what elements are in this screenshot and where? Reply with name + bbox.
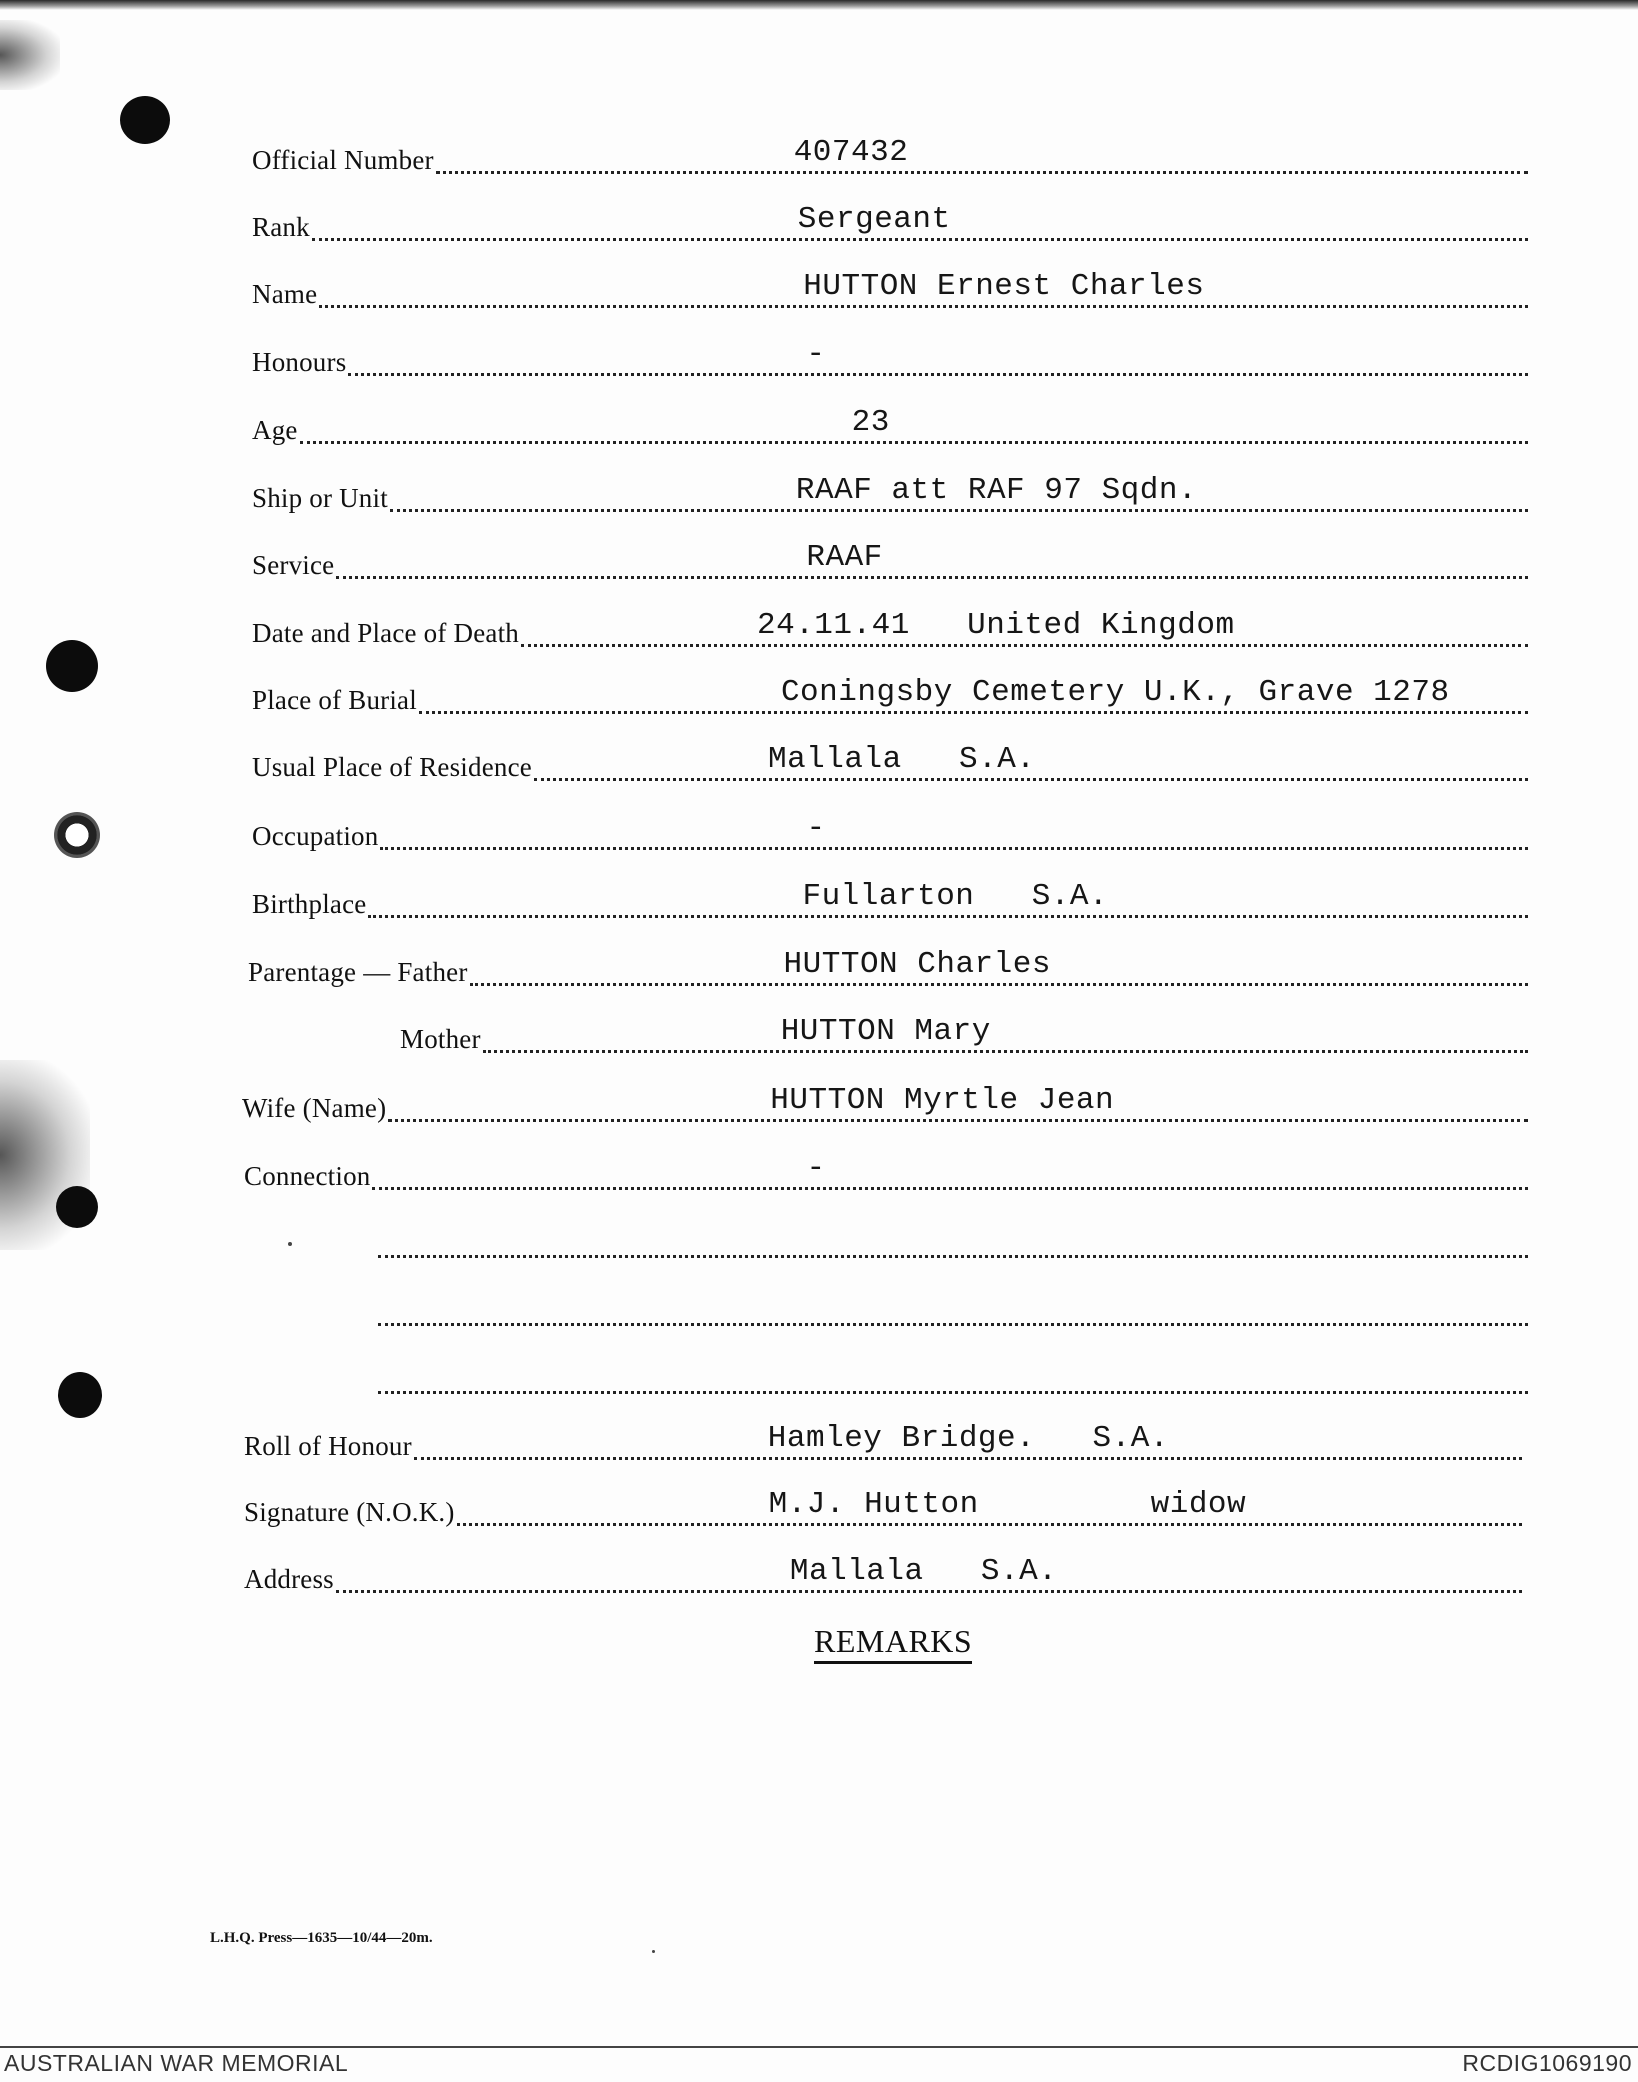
field-value: HUTTON Myrtle Jean (770, 1083, 1115, 1118)
field-signature-nok (244, 1487, 1522, 1530)
dotted-line (317, 269, 1528, 312)
dotted-line (455, 1487, 1522, 1530)
field-value: - (806, 1151, 826, 1186)
field-label: Rank (252, 212, 310, 242)
scan-top-edge (0, 0, 1638, 10)
dotted-line (532, 742, 1528, 785)
dotted-line (412, 1421, 1522, 1464)
field-occupation (252, 811, 1528, 854)
field-label: Place of Burial (252, 685, 417, 715)
punch-hole (54, 812, 100, 858)
field-official-number (252, 135, 1528, 178)
field-age (252, 405, 1528, 448)
dotted-line (388, 473, 1528, 516)
field-label: Address (244, 1564, 334, 1594)
scan-smudge (0, 20, 60, 90)
punch-hole (46, 640, 98, 692)
dotted-line (376, 1358, 1528, 1398)
field-value: 407432 (793, 135, 909, 170)
blank-line (376, 1222, 1528, 1262)
dotted-line (334, 540, 1528, 583)
field-value: RAAF (806, 540, 883, 575)
dotted-line (378, 811, 1528, 854)
dotted-line (417, 675, 1528, 718)
dotted-line (310, 202, 1528, 245)
blank-line (376, 1290, 1528, 1330)
blank-line (376, 1358, 1528, 1398)
dotted-line (519, 608, 1528, 651)
field-honours (252, 337, 1528, 380)
field-label: Age (252, 415, 298, 445)
field-value: RAAF att RAF 97 Sqdn. (795, 473, 1198, 508)
field-value: - (806, 337, 826, 372)
field-label: Signature (N.O.K.) (244, 1497, 455, 1527)
field-label: Wife (Name) (242, 1093, 387, 1123)
field-value: - (806, 811, 826, 846)
footer-institution: AUSTRALIAN WAR MEMORIAL (4, 2050, 349, 2076)
printer-imprint: L.H.Q. Press—1635—10/44—20m. (210, 1930, 433, 1946)
field-ship-or-unit (252, 473, 1528, 516)
dotted-line (334, 1554, 1522, 1597)
field-parentage-father (248, 947, 1528, 990)
field-label: Mother (400, 1024, 481, 1054)
field-label: Name (252, 279, 318, 309)
dotted-line (376, 1290, 1528, 1330)
speck (652, 1950, 655, 1953)
field-date-place-of-death (252, 608, 1528, 651)
field-label: Occupation (252, 821, 379, 851)
dotted-line (298, 405, 1528, 448)
dotted-line (346, 337, 1528, 380)
field-value: 24.11.41 United Kingdom (756, 608, 1235, 643)
field-value: Mallala S.A. (767, 742, 1036, 777)
dotted-line (468, 947, 1528, 990)
field-value: HUTTON Mary (780, 1014, 991, 1049)
punch-hole (56, 1186, 98, 1228)
dotted-line (386, 1083, 1528, 1126)
field-value: Sergeant (797, 202, 951, 237)
dotted-line (434, 135, 1528, 178)
punch-hole (58, 1372, 102, 1418)
remarks-heading: REMARKS (814, 1623, 972, 1664)
field-label: Service (252, 550, 335, 580)
dotted-line (481, 1014, 1528, 1057)
field-address (244, 1554, 1522, 1597)
field-parentage-mother (400, 1014, 1528, 1057)
field-label: Roll of Honour (244, 1431, 412, 1461)
field-birthplace (252, 879, 1528, 922)
field-value: HUTTON Charles (783, 947, 1051, 982)
field-value: M.J. Hutton widow (768, 1487, 1247, 1522)
field-value: Hamley Bridge. S.A. (767, 1421, 1169, 1456)
field-wife-name (242, 1083, 1528, 1126)
dotted-line (366, 879, 1528, 922)
speck (288, 1242, 292, 1246)
field-label: Birthplace (252, 889, 367, 919)
field-rank (252, 202, 1528, 245)
field-label: Official Number (252, 145, 434, 175)
field-value: Coningsby Cemetery U.K., Grave 1278 (780, 675, 1450, 710)
field-label: Connection (244, 1161, 371, 1191)
field-place-of-burial (252, 675, 1528, 718)
dotted-line (370, 1151, 1528, 1194)
field-value: Fullarton S.A. (802, 879, 1109, 914)
dotted-line (376, 1222, 1528, 1262)
field-value: 23 (851, 405, 890, 440)
punch-hole (120, 96, 170, 144)
field-label: Date and Place of Death (252, 618, 519, 648)
field-name (252, 269, 1528, 312)
field-roll-of-honour (244, 1421, 1522, 1464)
field-label: Ship or Unit (252, 483, 388, 513)
footer-record-id: RCDIG1069190 (1462, 2050, 1632, 2076)
field-label: Honours (252, 347, 347, 377)
field-connection (244, 1151, 1528, 1194)
field-usual-residence (252, 742, 1528, 785)
field-service (252, 540, 1528, 583)
field-label: Parentage — Father (248, 957, 468, 987)
footer-rule (0, 2046, 1638, 2048)
field-label: Usual Place of Residence (252, 752, 532, 782)
field-value: HUTTON Ernest Charles (803, 269, 1205, 304)
field-value: Mallala S.A. (789, 1554, 1058, 1589)
